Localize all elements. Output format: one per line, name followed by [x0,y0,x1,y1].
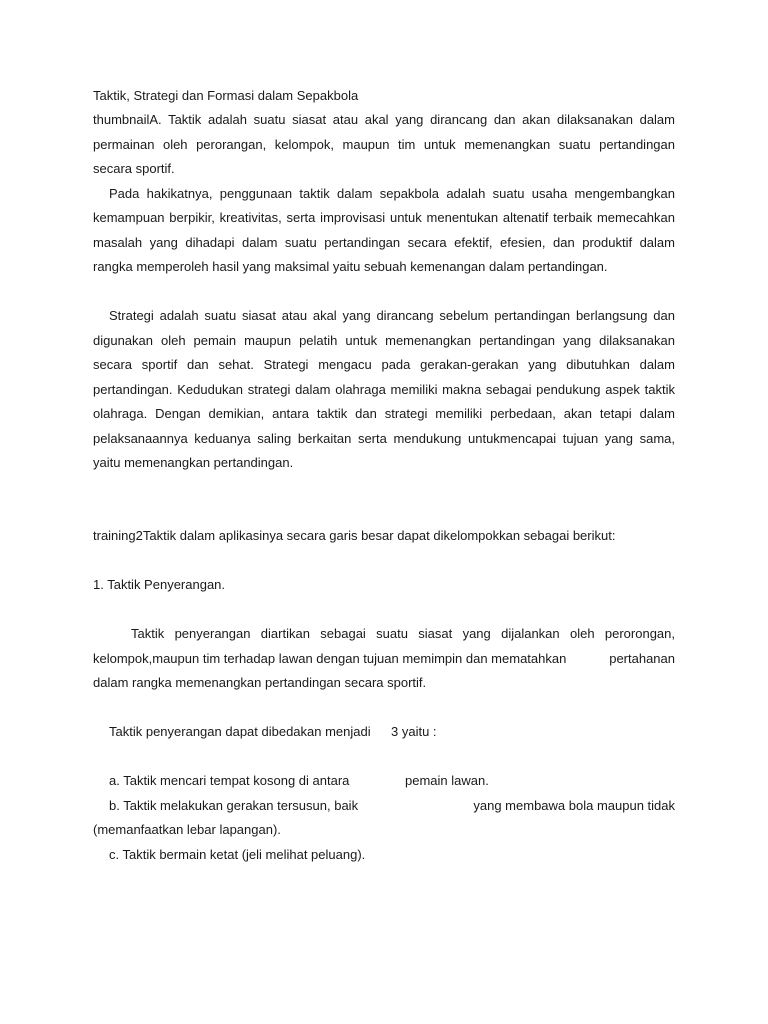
list-item-b-start: b. Taktik melakukan gerakan tersusun, baik [109,798,359,813]
list-item-a [109,773,675,789]
training-heading: training2Taktik dalam aplikasinya secara garis besar dapat dikelompokkan sebagai berikut: [93,528,616,543]
paragraph-5-end: 3 yaitu : [391,724,437,739]
paragraph-1-line-3: secara sportif. [93,161,175,176]
paragraph-3-line-4: pertandingan. Kedudukan strategi dalam olahraga memiliki makna sebagai pendukung aspek taktik [93,382,675,397]
list-item-a-end: pemain lawan. [405,773,489,788]
paragraph-4-line-2 [93,651,675,667]
paragraph-4-line-3: dalam rangka memenangkan pertandingan secara sportif. [93,675,427,690]
paragraph-2-line-3: masalah yang dihadapi dalam suatu pertandingan secara efektif, efesien, dan produktif dalam [93,235,675,250]
paragraph-3-line-2: digunakan oleh pemain maupun pelatih untuk memenangkan pertandingan yang dilaksanakan [93,333,675,348]
paragraph-2-line-1: Pada hakikatnya, penggunaan taktik dalam sepakbola adalah suatu usaha mengembangkan [109,186,675,201]
document-title: Taktik, Strategi dan Formasi dalam Sepakbola [93,88,359,103]
list-item-c: c. Taktik bermain ketat (jeli melihat peluang). [109,847,366,862]
paragraph-2-line-2: kemampuan berpikir, kreativitas, serta improvisasi untuk menentukan altenatif terbaik memecahkan [93,210,675,225]
paragraph-3-line-5: olahraga. Dengan demikian, antara taktik dan strategi memiliki perbedaan, akan tetapi dalam [93,406,675,421]
paragraph-3-line-1: Strategi adalah suatu siasat atau akal yang dirancang sebelum pertandingan berlangsung dan [109,308,675,323]
paragraph-3-line-3: secara sportif dan sehat. Strategi mengacu pada gerakan-gerakan yang dibutuhkan dalam [93,357,675,372]
list-item-b-line-2: (memanfaatkan lebar lapangan). [93,822,281,837]
paragraph-1-line-2: permainan oleh perorangan, kelompok, maupun tim untuk memenangkan suatu pertandingan [93,137,675,152]
paragraph-5 [109,724,675,740]
paragraph-4-line-2-start: kelompok,maupun tim terhadap lawan dengan tujuan memimpin dan mematahkan [93,651,567,666]
section-1-heading: 1. Taktik Penyerangan. [93,577,226,592]
paragraph-2-line-4: rangka memperoleh hasil yang maksimal yaitu sebuah kemenangan dalam pertandingan. [93,259,608,274]
list-item-b-end: yang membawa bola maupun tidak [473,798,675,813]
list-item-b-line-1 [109,798,675,814]
paragraph-3-line-7: yaitu memenangkan pertandingan. [93,455,294,470]
paragraph-1-line-1: thumbnailA. Taktik adalah suatu siasat atau akal yang dirancang dan akan dilaksanakan dalam [93,112,675,127]
paragraph-4-line-1: Taktik penyerangan diartikan sebagai suatu siasat yang dijalankan oleh perorongan, [131,626,675,641]
paragraph-4-line-2-end: pertahanan [609,651,675,666]
list-item-a-start: a. Taktik mencari tempat kosong di antara [109,773,350,788]
paragraph-5-start: Taktik penyerangan dapat dibedakan menjadi [109,724,371,739]
paragraph-3-line-6: pelaksanaannya keduanya saling berkaitan serta mendukung untukmencapai tujuan yang sama, [93,431,675,446]
